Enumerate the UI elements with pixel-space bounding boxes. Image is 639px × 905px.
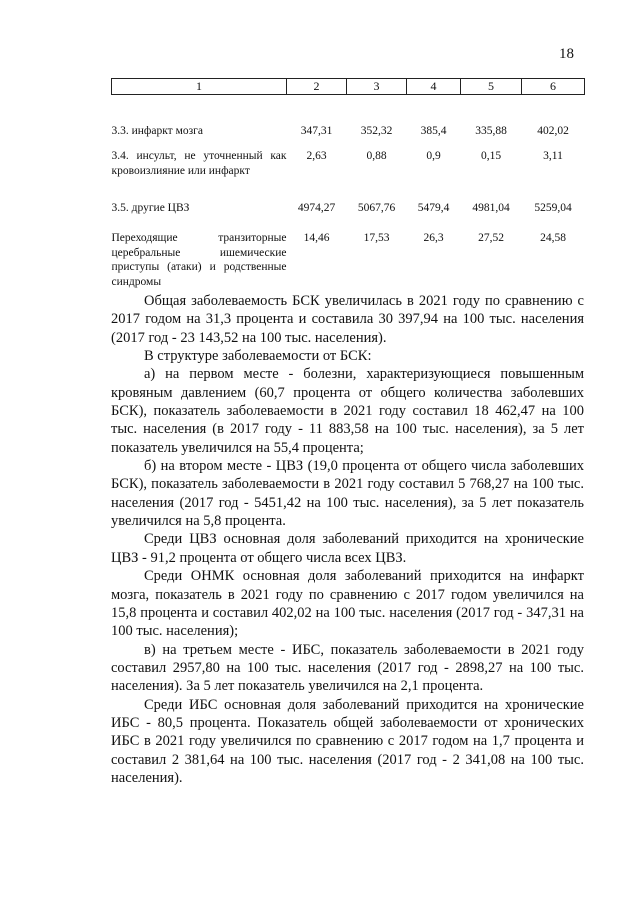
table-cell: 24,58 [540,232,566,244]
table-cell: 385,4 [420,125,447,137]
table-cell: 0,88 [366,150,387,162]
table-cell: 402,02 [537,125,569,137]
table-header-row [112,79,585,95]
table-cell: 347,31 [300,125,333,137]
paragraph: а) на первом месте - болезни, характеризующиеся повышенным кровяным давлением (60,7 процента от общего количества заболевших БСК), показатель заболеваемости в 2021 году составил 18 462,47 на 100 тыс. населения (в 2017 году - 11 883,58 на 100 тыс. населения), за 5 лет показатель увеличился на 55,4 процента; [111,366,584,456]
table-cell: 26,3 [423,232,444,244]
column-header: 3 [347,79,407,95]
row-label: Переходящие транзиторные церебральные ишемические приступы (атаки) и родственные синдромы [111,232,287,288]
row-label: 3.3. инфаркт мозга [111,125,203,137]
paragraph: в) на третьем месте - ИБС, показатель заболеваемости в 2021 году составил 2957,80 на 100 тыс. населения (2017 год - 2898,27 на 100 тыс. населения). За 5 лет показатель увеличился на 2,1 процента. [111,641,584,695]
statistics-table [111,78,585,291]
column-header: 5 [461,79,522,95]
table-row [112,231,585,291]
paragraph: Среди ИБС основная доля заболеваний приходится на хронические ИБС - 80,5 процента. Показатель общей заболеваемости от хронических ИБС в 2021 году увеличился по сравнению с 2017 годом на 1,7 процента и составил 2 381,64 на 100 тыс. населения (2017 год - 2 341,08 на 100 тыс. населения). [111,696,584,786]
table-cell: 5259,04 [534,202,572,214]
table-cell: 17,53 [363,232,390,244]
table-cell: 0,15 [480,150,502,162]
table-row [112,144,585,201]
paragraph: Среди ЦВЗ основная доля заболеваний приходится на хронические ЦВЗ - 91,2 процента от общего числа всех ЦВЗ. [111,531,584,566]
column-header: 2 [287,79,347,95]
table-cell: 2,63 [306,150,327,162]
column-header: 4 [407,79,461,95]
table-cell: 3,11 [543,150,563,162]
row-label: 3.4. инсульт, не уточненный как кровоизлияние или инфаркт [111,150,287,177]
table-cell: 14,46 [303,232,330,244]
table-cell: 5067,76 [357,202,396,214]
column-header: 6 [522,79,585,95]
table-cell: 0,9 [426,150,441,162]
page-number: 18 [559,46,574,62]
table-cell: 4981,04 [472,202,510,214]
paragraph: Общая заболеваемость БСК увеличилась в 2021 году по сравнению с 2017 годом на 31,3 процента и составила 30 397,94 на 100 тыс. населения (2017 год - 23 143,52 на 100 тыс. населения). [111,293,584,346]
table-row [112,95,585,145]
paragraph: В структуре заболеваемости от БСК: [144,348,372,365]
column-header: 1 [112,79,287,95]
table-cell: 352,32 [360,125,393,137]
table-cell: 5479,4 [417,202,450,214]
row-label: 3.5. другие ЦВЗ [111,202,190,214]
paragraph: б) на втором месте - ЦВЗ (19,0 процента от общего числа заболевших БСК), показатель заболеваемости в 2021 году составил 5 768,27 на 100 тыс. населения (2017 год - 5451,42 на 100 тыс. населения), за 5 лет показатель увеличился на 5,8 процента. [111,458,584,530]
table-cell: 335,88 [475,125,507,137]
table-cell: 27,52 [478,232,504,244]
table-cell: 4974,27 [297,202,336,214]
paragraph: Среди ОНМК основная доля заболеваний приходится на инфаркт мозга, показатель в 2021 году по сравнению с 2017 годом увеличился на 15,8 процента и составил 402,02 на 100 тыс. населения (2017 год - 347,31 на 100 тыс. населения); [111,568,584,640]
body-text [111,292,584,787]
table-row [112,201,585,231]
